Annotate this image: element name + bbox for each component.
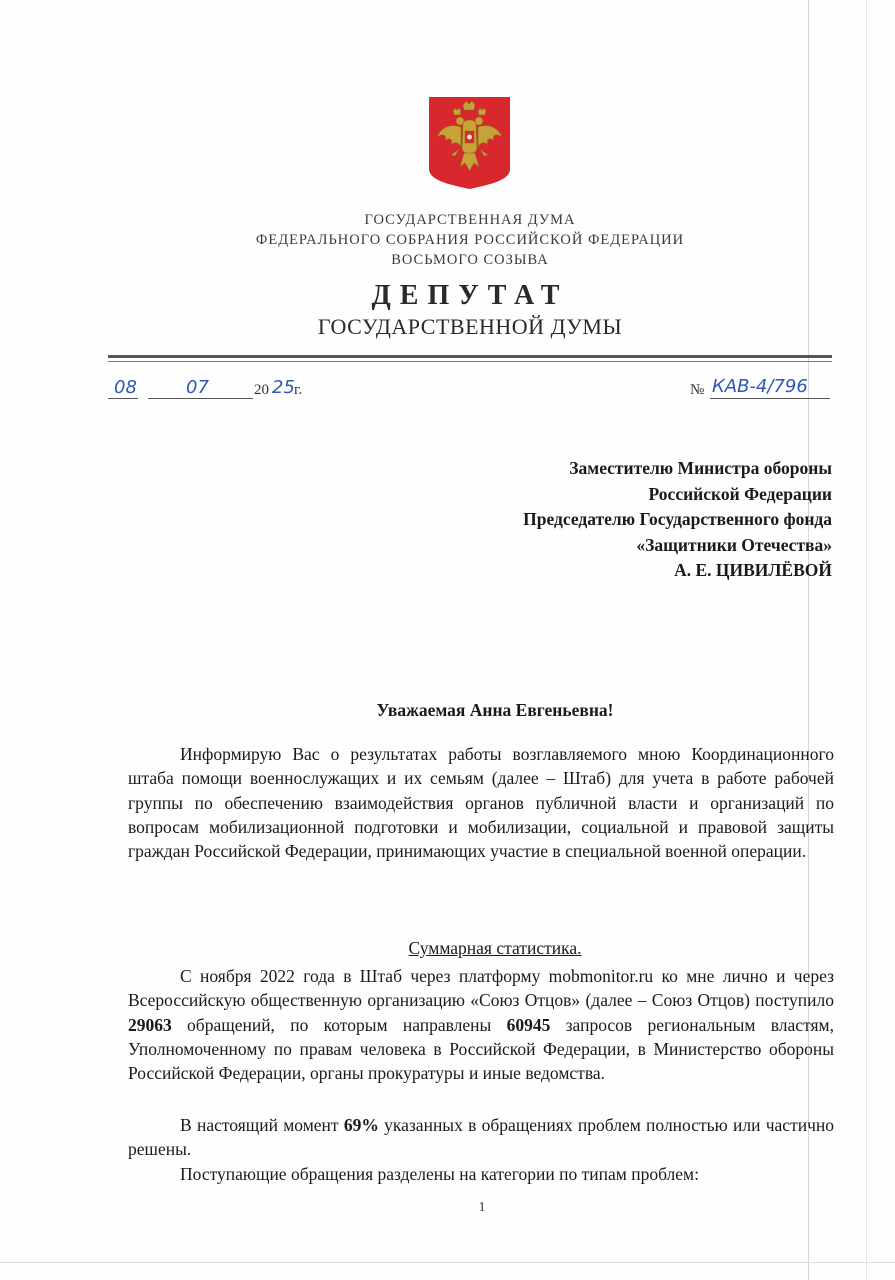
addressee-line: Российской Федерации — [648, 483, 832, 504]
letterhead-divider — [108, 355, 832, 358]
text-span: указанных в обращениях проблем полностью или частично решены. — [128, 1115, 834, 1160]
text-span: запросов региональным властям, Уполномоченному по правам человека в Российской Федерации, в Министерство обороны Российской Федерации, органы прокуратуры и иные ведомства. — [128, 1014, 834, 1084]
addressee-line: «Защитники Отечества» — [636, 534, 832, 555]
date-underline — [108, 398, 138, 399]
paragraph-text — [128, 1113, 834, 1162]
scan-edge-line — [866, 0, 867, 1280]
date-year-prefix: 20 — [254, 382, 269, 398]
appeals-count: 29063 — [128, 1014, 172, 1035]
org-name-line: ГОСУДАРСТВЕННАЯ ДУМА — [364, 212, 576, 228]
addressee-name: А. Е. ЦИВИЛЁВОЙ — [674, 560, 832, 580]
addressee-line: Председателю Государственного фонда — [523, 509, 832, 529]
scan-edge-line — [808, 0, 809, 1280]
date-month: 07 — [186, 377, 209, 398]
body-paragraph — [128, 742, 834, 863]
page-number: 1 — [478, 1200, 486, 1215]
addressee-line: Заместителю Министра обороны — [569, 458, 832, 478]
addressee-block — [523, 456, 832, 584]
document-date — [108, 378, 348, 402]
org-name-line: ФЕДЕРАЛЬНОГО СОБРАНИЯ РОССИЙСКОЙ ФЕДЕРАЦИИ — [255, 232, 685, 248]
org-convocation-line: ВОСЬМОГО СОЗЫВА — [391, 252, 549, 268]
paragraph-text — [128, 964, 834, 1085]
requests-count: 60945 — [506, 1014, 551, 1035]
text-span: обращений, по которым направлены — [171, 1014, 507, 1035]
text-span: В настоящий момент — [180, 1115, 344, 1135]
date-year: 25 — [272, 377, 295, 398]
number-label: № — [690, 382, 705, 398]
letterhead-subtitle: ГОСУДАРСТВЕННОЙ ДУМЫ — [317, 314, 623, 339]
letterhead-divider — [108, 361, 832, 362]
date-suffix: г. — [294, 382, 303, 398]
number-underline — [710, 398, 830, 399]
body-paragraph — [128, 1162, 834, 1186]
number-value: КАВ-4/796 — [712, 376, 808, 397]
document-number — [686, 378, 836, 402]
text-span: С ноября 2022 года в Штаб через платформу mobmonitor.ru ко мне лично и через Всероссийскую общественную организацию «Союз Отцов» (далее – Союз Отцов) поступило — [128, 966, 834, 1011]
date-day: 08 — [114, 377, 137, 398]
body-paragraph — [128, 964, 834, 1085]
resolved-percent: 69% — [343, 1115, 379, 1135]
scan-edge-line — [0, 1262, 895, 1263]
date-underline — [148, 398, 253, 399]
salutation: Уважаемая Анна Евгеньевна! — [376, 700, 614, 720]
section-title: Суммарная статистика. — [408, 938, 582, 958]
paragraph-text: Информирую Вас о результатах работы возглавляемого мною Координационного штаба помощи военнослужащих и их семьям (далее – Штаб) для учета в работе рабочей группы по обеспечению взаимодействия органов публичной власти и организаций по вопросам мобилизационной подготовки и мобилизации, социальной и правовой защиты граждан Российской Федерации, принимающих участие в специальной военной операции. — [128, 744, 834, 862]
russian-coat-of-arms-icon — [427, 97, 512, 189]
body-paragraph — [128, 1113, 834, 1162]
paragraph-text: Поступающие обращения разделены на категории по типам проблем: — [180, 1164, 699, 1184]
letterhead-title: ДЕПУТАТ — [371, 280, 569, 311]
